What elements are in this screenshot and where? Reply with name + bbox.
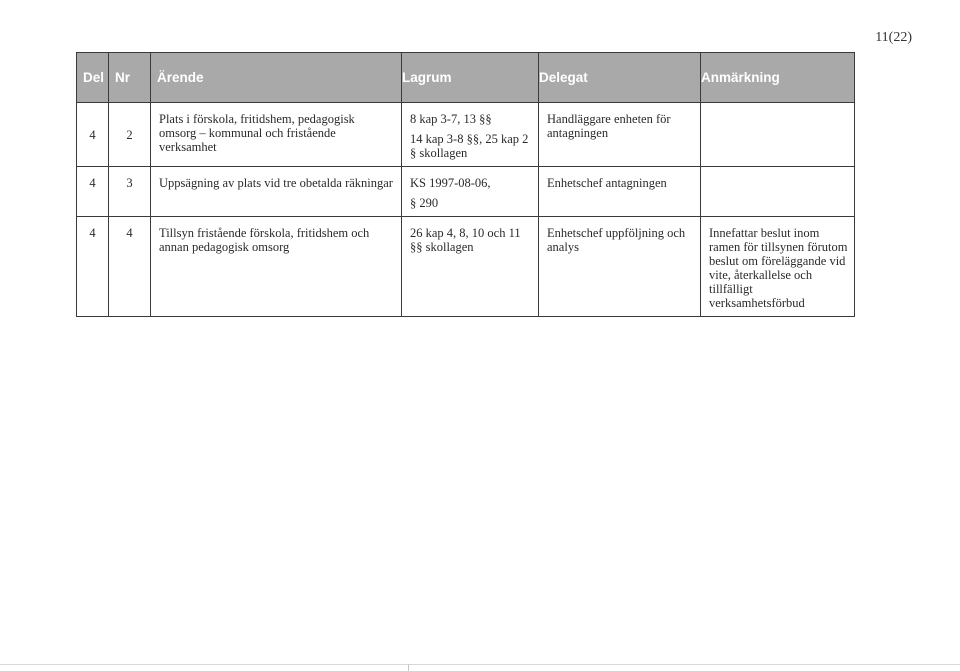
- cell-delegat-text: Enhetschef uppföljning och analys: [547, 226, 686, 254]
- cell-lagrum-line-2: 14 kap 3-8 §§, 25 kap 2 § skollagen: [410, 132, 529, 160]
- table-row: [77, 217, 855, 317]
- header-nr: Nr: [109, 53, 151, 103]
- header-delegat: Delegat: [539, 53, 701, 103]
- footer-tick-mark: [408, 664, 409, 671]
- page-number: 11(22): [875, 30, 912, 45]
- cell-del: [77, 103, 109, 167]
- cell-delegat: [539, 217, 701, 317]
- cell-lagrum-line-1: 8 kap 3-7, 13 §§: [410, 112, 492, 126]
- cell-delegat: [539, 103, 701, 167]
- header-del: Del: [77, 53, 109, 103]
- header-anmarkning: Anmärkning: [701, 53, 855, 103]
- table-row: [77, 103, 855, 167]
- cell-anmarkning: [701, 103, 855, 167]
- cell-lagrum-line-2: § 290: [410, 196, 439, 210]
- cell-nr: [109, 167, 151, 217]
- cell-anmarkning-text: [701, 167, 854, 179]
- cell-arende: [151, 167, 402, 217]
- delegation-table: [76, 52, 855, 317]
- cell-lagrum: [402, 217, 539, 317]
- cell-nr: [109, 217, 151, 317]
- cell-lagrum-line-1: KS 1997-08-06,: [410, 176, 491, 190]
- cell-delegat: [539, 167, 701, 217]
- cell-lagrum: [402, 103, 539, 167]
- cell-arende-text: Uppsägning av plats vid tre obetalda räkningar: [159, 176, 393, 190]
- cell-del-text: 4: [89, 127, 96, 142]
- cell-del: [77, 167, 109, 217]
- table-row: [77, 167, 855, 217]
- cell-nr-text: 4: [126, 226, 133, 240]
- cell-anmarkning-text: [701, 103, 854, 115]
- table-header-row: [77, 53, 855, 103]
- footer-divider: [0, 664, 960, 665]
- cell-nr-text: 2: [126, 127, 133, 142]
- cell-delegat-text: Enhetschef antagningen: [547, 176, 667, 190]
- cell-arende-text: Plats i förskola, fritidshem, pedagogisk omsorg – kommunal och fristående verksamhet: [159, 112, 355, 154]
- cell-arende: [151, 217, 402, 317]
- cell-del-text: 4: [89, 226, 96, 240]
- cell-anmarkning: [701, 217, 855, 317]
- cell-delegat-text: Handläggare enheten för antagningen: [547, 112, 671, 140]
- cell-arende: [151, 103, 402, 167]
- cell-lagrum-line-1: 26 kap 4, 8, 10 och 11 §§ skollagen: [410, 226, 521, 254]
- header-arende: Ärende: [151, 53, 402, 103]
- cell-anmarkning: [701, 167, 855, 217]
- cell-arende-text: Tillsyn fristående förskola, fritidshem och annan pedagogisk omsorg: [159, 226, 370, 254]
- header-lagrum: Lagrum: [402, 53, 539, 103]
- cell-nr: [109, 103, 151, 167]
- cell-del: [77, 217, 109, 317]
- cell-lagrum: [402, 167, 539, 217]
- cell-nr-text: 3: [126, 176, 133, 190]
- cell-del-text: 4: [89, 176, 96, 190]
- cell-anmarkning-text: Innefattar beslut inom ramen för tillsynen förutom beslut om föreläggande vid vite, återkallelse och tillfälligt verksamhetsförbud: [709, 226, 848, 310]
